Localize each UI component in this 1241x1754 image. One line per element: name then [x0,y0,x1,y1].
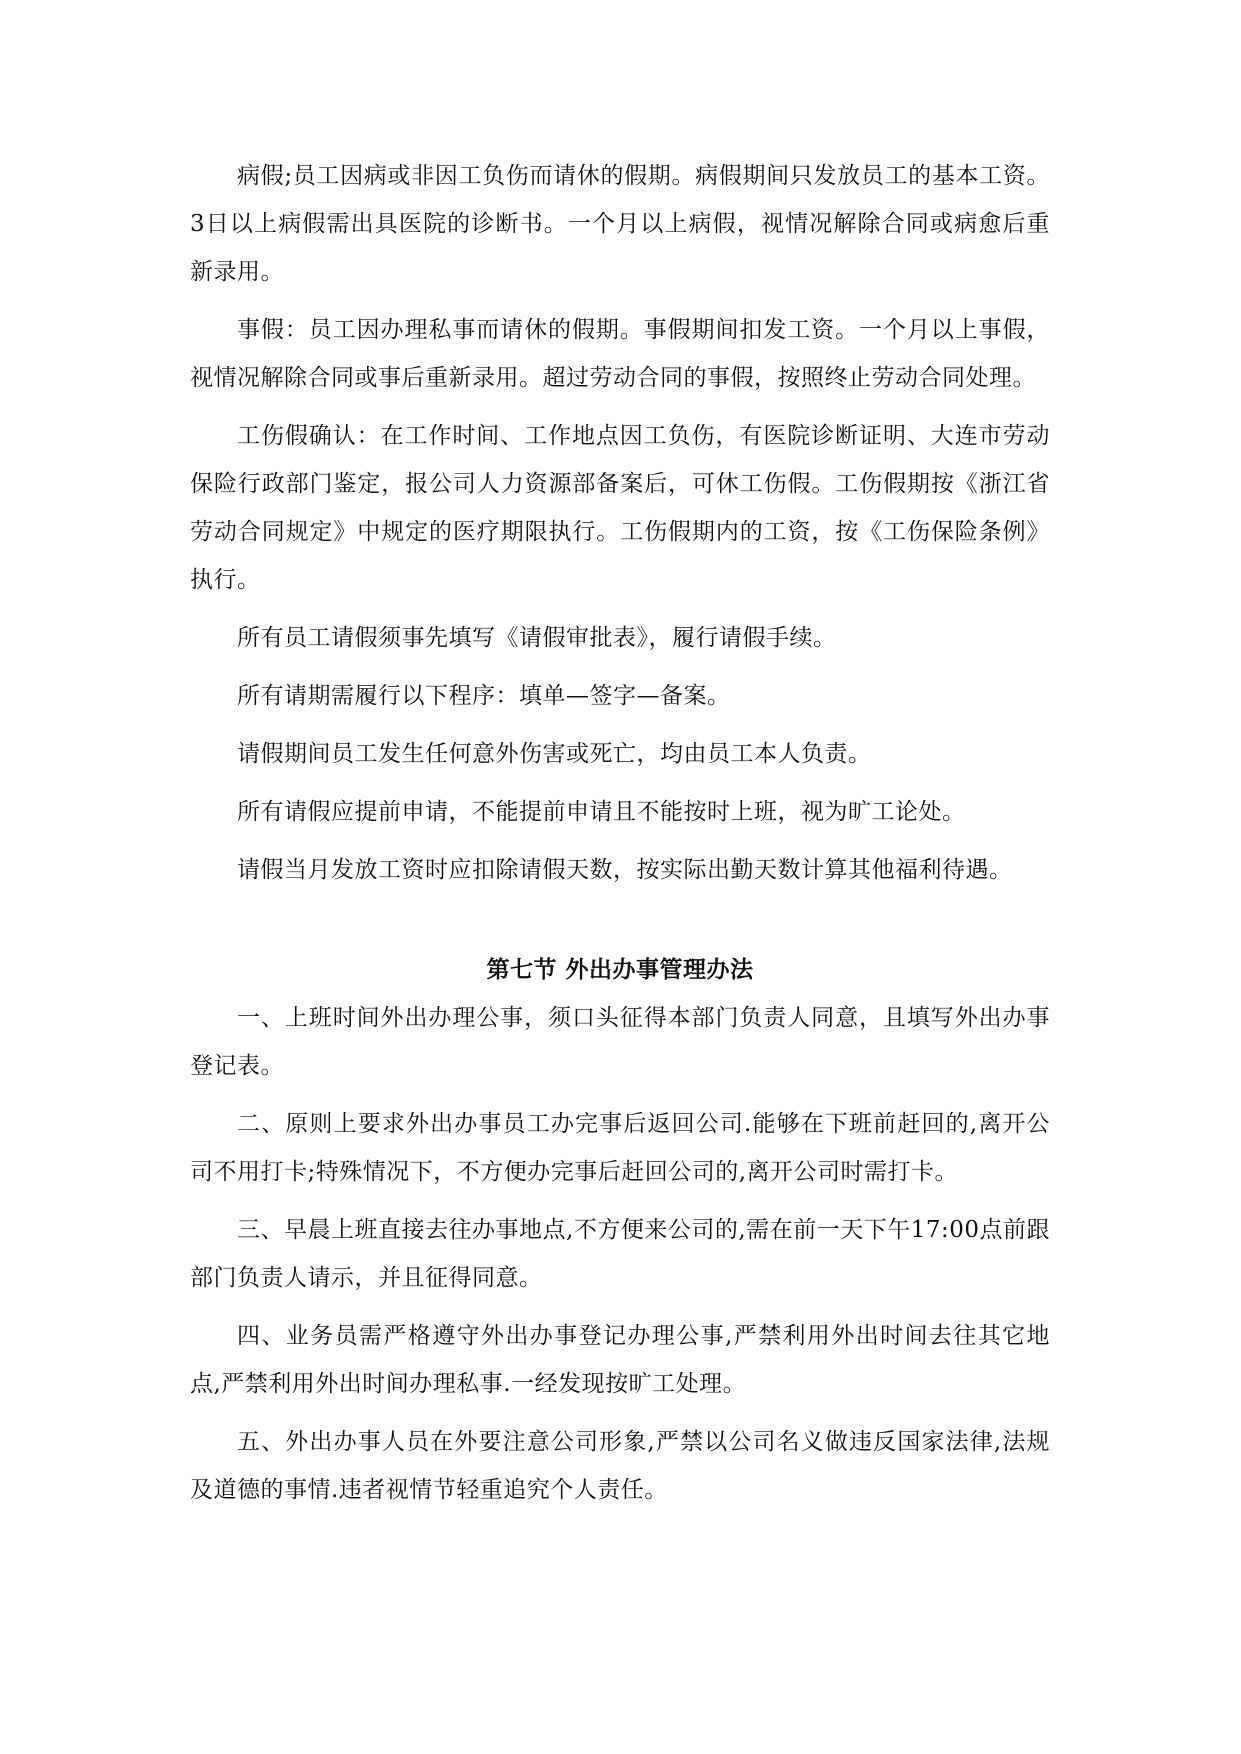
paragraph-leave-advance: 所有请假应提前申请，不能提前申请且不能按时上班，视为旷工论处。 [237,799,966,825]
paragraph-rule-4: 四、业务员需严格遵守外出办事登记办理公事,严禁利用外出时间去往其它地点,严禁利用外出时间办理私事.一经发现按旷工处理。 [190,1323,1050,1397]
paragraph-rule-3: 三、早晨上班直接去往办事地点,不方便来公司的,需在前一天下午17:00点前跟部门负责人请示，并且征得同意。 [190,1217,1050,1291]
paragraph-leave-form: 所有员工请假须事先填写《请假审批表》，履行请假手续。 [237,625,837,651]
paragraph-leave-salary: 请假当月发放工资时应扣除请假天数，按实际出勤天数计算其他福利待遇。 [237,857,1013,883]
paragraph-work-injury-leave: 工伤假确认：在工作时间、工作地点因工负伤，有医院诊断证明、大连市劳动保险行政部门鉴定，报公司人力资源部备案后，可休工伤假。工伤假期按《浙江省劳动合同规定》中规定的医疗期限执行。工伤假期内的工资，按《工伤保险条例》执行。 [190,423,1050,593]
paragraph-personal-leave: 事假：员工因办理私事而请休的假期。事假期间扣发工资。一个月以上事假，视情况解除合同或事后重新录用。超过劳动合同的事假，按照终止劳动合同处理。 [190,317,1050,391]
paragraph-rule-1: 一、上班时间外出办理公事，须口头征得本部门负责人同意，且填写外出办事登记表。 [190,1005,1050,1079]
paragraph-leave-liability: 请假期间员工发生任何意外伤害或死亡，均由员工本人负责。 [237,741,872,767]
paragraph-leave-procedure: 所有请期需履行以下程序：填单—签字—备案。 [237,683,731,709]
section-title: 第七节 外出办事管理办法 [486,956,754,983]
paragraph-sick-leave: 病假;员工因病或非因工负伤而请休的假期。病假期间只发放员工的基本工资。3日以上病假需出具医院的诊断书。一个月以上病假，视情况解除合同或病愈后重新录用。 [190,163,1050,285]
paragraph-rule-5: 五、外出办事人员在外要注意公司形象,严禁以公司名义做违反国家法律,法规及道德的事情.违者视情节轻重追究个人责任。 [190,1429,1050,1503]
paragraph-rule-2: 二、原则上要求外出办事员工办完事后返回公司.能够在下班前赶回的,离开公司不用打卡;特殊情况下，不方便办完事后赶回公司的,离开公司时需打卡。 [190,1111,1050,1185]
document-body [190,152,1050,1524]
